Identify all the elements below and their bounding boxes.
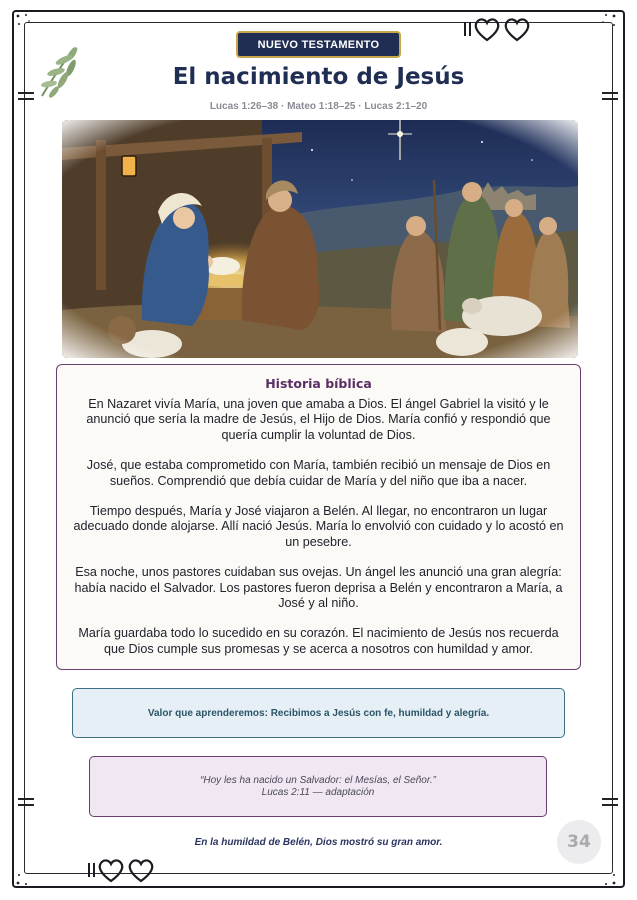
verse-quote: “Hoy les ha nacido un Salvador: el Mesías, el Señor.” (200, 774, 436, 786)
verse-citation: Lucas 2:11 — adaptación (261, 786, 375, 798)
sparkle-icon (592, 12, 620, 36)
nativity-scene-art (62, 120, 578, 358)
closing-line: En la humildad de Belén, Dios mostró su gran amor. (194, 837, 443, 848)
story-paragraph: En Nazaret vivía María, una joven que amaba a Dios. El ángel Gabriel la visitó y le anunció que sería la madre de Jesús, el Hijo de Dios. María confió y respondió que quería cumplir la voluntad de Dios. (86, 397, 551, 442)
border-tick (601, 796, 619, 808)
heart-icon (462, 16, 540, 44)
page-number-badge (557, 820, 601, 864)
sparkle-icon (594, 866, 620, 888)
scripture-references: Lucas 1:26–38 · Mateo 1:18–25 · Lucas 2:1–20 (209, 101, 428, 112)
sparkle-icon (14, 12, 40, 34)
story-heading: Historia bíblica (265, 376, 372, 391)
story-paragraph: María guardaba todo lo sucedido en su corazón. El nacimiento de Jesús nos recuerda que Dios cumple sus promesas y se acerca a nosotros con humildad y amor. (78, 626, 559, 656)
story-paragraph: Esa noche, unos pastores cuidaban sus ovejas. Un ángel les anunció una gran alegría: había nacido el Salvador. Los pastores fueron deprisa a Belén y encontraron a María, a José y al niño. (74, 565, 563, 611)
nativity-illustration (62, 120, 578, 358)
verse-callout (89, 756, 547, 817)
page-number: 34 (567, 832, 591, 852)
section-badge-label: NUEVO TESTAMENTO (257, 38, 380, 51)
story-panel (56, 364, 581, 670)
story-paragraph: Tiempo después, María y José viajaron a Belén. Al llegar, no encontraron un lugar adecuado donde alojarse. Allí nació Jesús. María lo envolvió con cuidado y lo acostó en un pesebre. (73, 504, 564, 549)
sparkle-icon (14, 866, 40, 888)
page-title: El nacimiento de Jesús (172, 64, 465, 90)
heart-icon (86, 856, 164, 884)
story-paragraph: José, que estaba comprometido con María, también recibió un mensaje de Dios en sueños. Comprendió que debía cuidar de María y del niño que iba a nacer. (86, 458, 551, 488)
value-callout (72, 688, 565, 738)
border-tick (17, 796, 35, 808)
section-badge (236, 31, 401, 58)
value-text: Valor que aprenderemos: Recibimos a Jesús con fe, humildad y alegría. (147, 707, 490, 719)
